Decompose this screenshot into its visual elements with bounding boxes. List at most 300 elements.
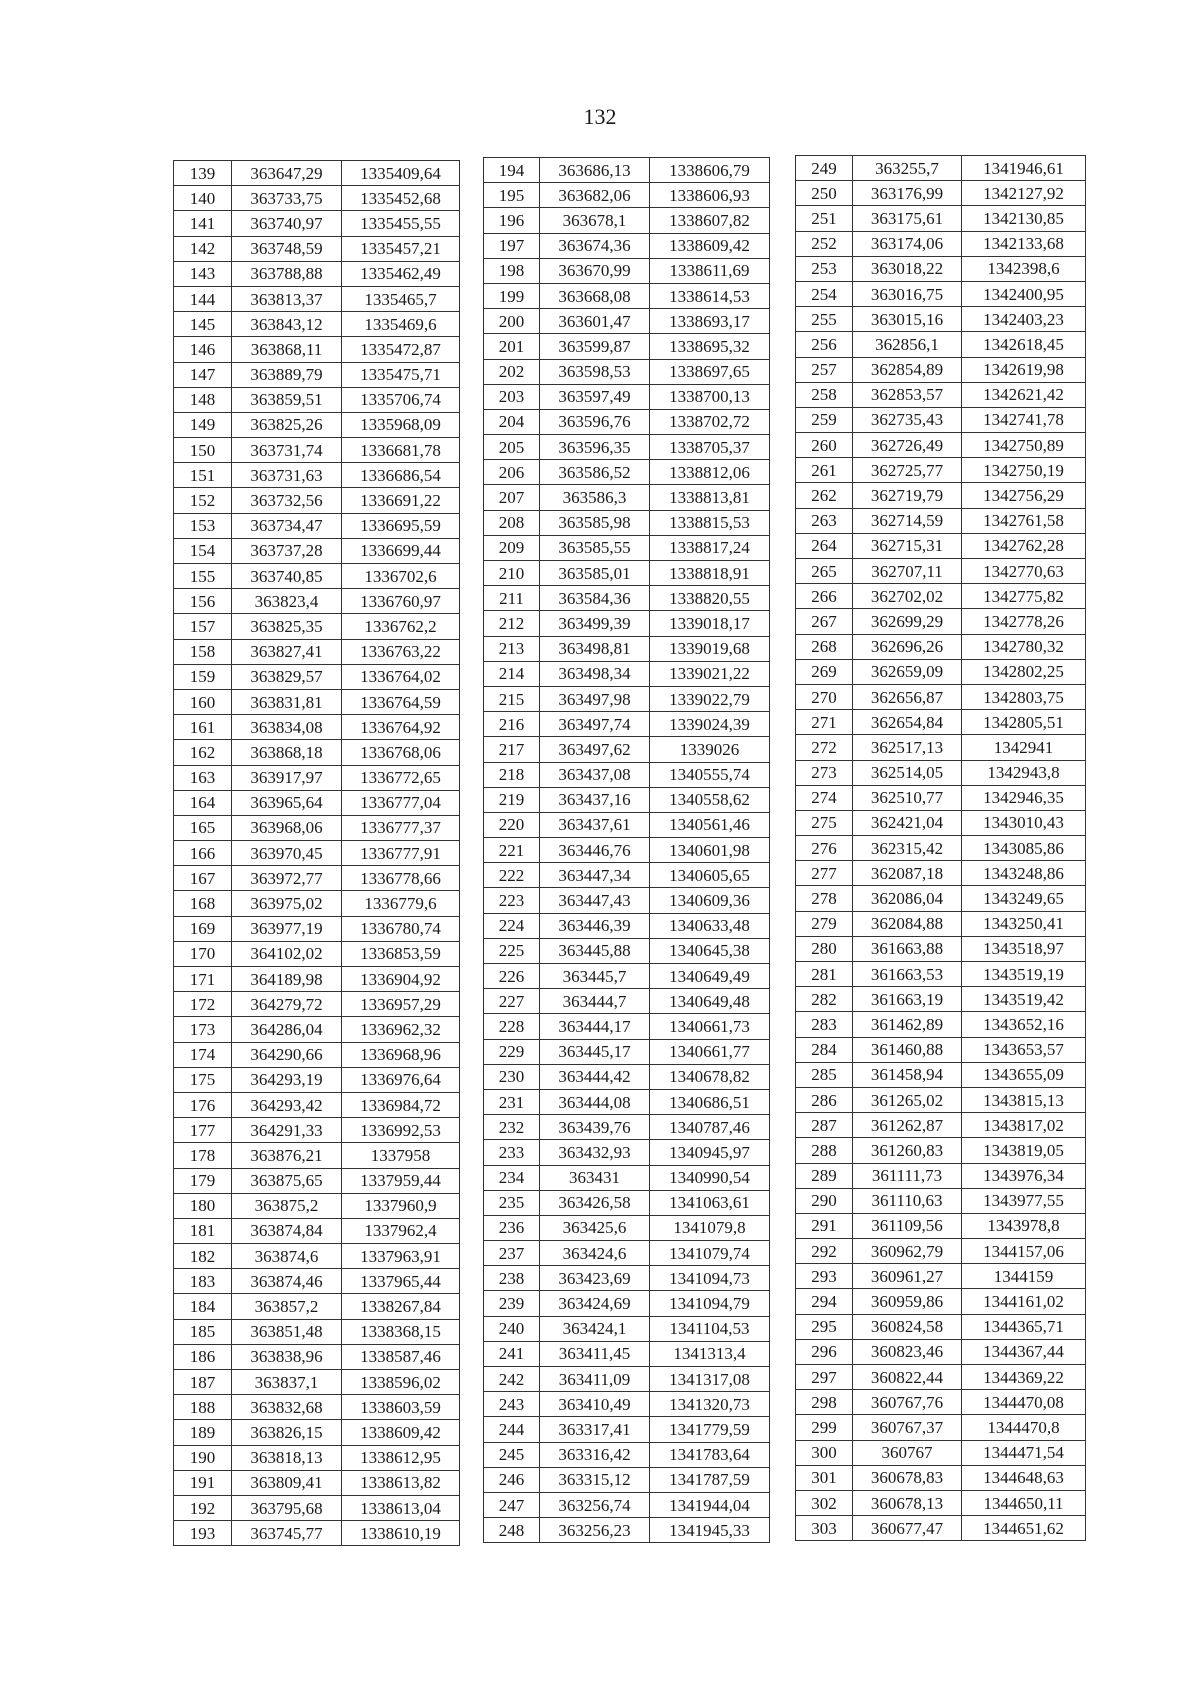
point-number-cell: 267 — [796, 609, 853, 634]
y-coordinate-cell: 1342750,89 — [962, 433, 1086, 458]
x-coordinate-cell: 363444,17 — [540, 1014, 650, 1039]
table-row — [174, 1445, 460, 1470]
y-coordinate-cell: 1337965,44 — [342, 1269, 460, 1294]
point-number-cell: 294 — [796, 1289, 853, 1314]
y-coordinate-cell: 1342780,32 — [962, 634, 1086, 659]
y-coordinate-cell: 1338609,42 — [650, 233, 770, 258]
point-number-cell: 229 — [484, 1039, 540, 1064]
point-number-cell: 222 — [484, 863, 540, 888]
table-row — [174, 538, 460, 563]
table-row — [174, 1067, 460, 1092]
x-coordinate-cell: 364291,33 — [232, 1118, 342, 1143]
y-coordinate-cell: 1343250,41 — [962, 911, 1086, 936]
table-row — [484, 1367, 770, 1392]
y-coordinate-cell: 1337959,44 — [342, 1168, 460, 1193]
table-row — [796, 357, 1086, 382]
table-row — [796, 458, 1086, 483]
table-row — [484, 838, 770, 863]
table-row — [796, 785, 1086, 810]
point-number-cell: 261 — [796, 458, 853, 483]
y-coordinate-cell: 1341946,61 — [962, 156, 1086, 181]
point-number-cell: 145 — [174, 312, 232, 337]
point-number-cell: 153 — [174, 513, 232, 538]
y-coordinate-cell: 1344161,02 — [962, 1289, 1086, 1314]
x-coordinate-cell: 363876,21 — [232, 1143, 342, 1168]
point-number-cell: 232 — [484, 1115, 540, 1140]
y-coordinate-cell: 1343010,43 — [962, 810, 1086, 835]
y-coordinate-cell: 1338697,65 — [650, 359, 770, 384]
x-coordinate-cell: 362084,88 — [853, 911, 962, 936]
point-number-cell: 152 — [174, 488, 232, 513]
x-coordinate-cell: 363447,34 — [540, 863, 650, 888]
table-row — [796, 735, 1086, 760]
point-number-cell: 185 — [174, 1319, 232, 1344]
table-row — [174, 337, 460, 362]
y-coordinate-cell: 1343976,34 — [962, 1163, 1086, 1188]
table-row — [484, 1039, 770, 1064]
point-number-cell: 194 — [484, 158, 540, 183]
point-number-cell: 258 — [796, 382, 853, 407]
point-number-cell: 166 — [174, 841, 232, 866]
y-coordinate-cell: 1344650,11 — [962, 1490, 1086, 1515]
table-row — [484, 208, 770, 233]
table-row — [484, 1140, 770, 1165]
x-coordinate-cell: 361663,19 — [853, 987, 962, 1012]
x-coordinate-cell: 360961,27 — [853, 1264, 962, 1289]
table-row — [796, 911, 1086, 936]
y-coordinate-cell: 1338603,59 — [342, 1395, 460, 1420]
table-row — [796, 987, 1086, 1012]
x-coordinate-cell: 363439,76 — [540, 1115, 650, 1140]
table-row — [796, 1516, 1086, 1541]
x-coordinate-cell: 363598,53 — [540, 359, 650, 384]
table-row — [484, 964, 770, 989]
point-number-cell: 287 — [796, 1113, 853, 1138]
x-coordinate-cell: 362715,31 — [853, 533, 962, 558]
point-number-cell: 178 — [174, 1143, 232, 1168]
y-coordinate-cell: 1338702,72 — [650, 409, 770, 434]
table-row — [484, 1190, 770, 1215]
table-row — [484, 938, 770, 963]
y-coordinate-cell: 1342619,98 — [962, 357, 1086, 382]
y-coordinate-cell: 1340990,54 — [650, 1165, 770, 1190]
point-number-cell: 155 — [174, 564, 232, 589]
point-number-cell: 243 — [484, 1392, 540, 1417]
point-number-cell: 274 — [796, 785, 853, 810]
table-row — [796, 1390, 1086, 1415]
x-coordinate-cell: 363731,63 — [232, 463, 342, 488]
x-coordinate-cell: 363315,12 — [540, 1467, 650, 1492]
point-number-cell: 206 — [484, 460, 540, 485]
x-coordinate-cell: 363447,43 — [540, 888, 650, 913]
x-coordinate-cell: 363875,65 — [232, 1168, 342, 1193]
table-row — [174, 161, 460, 186]
table-row — [796, 1037, 1086, 1062]
x-coordinate-cell: 362654,84 — [853, 710, 962, 735]
x-coordinate-cell: 363686,13 — [540, 158, 650, 183]
point-number-cell: 147 — [174, 362, 232, 387]
y-coordinate-cell: 1343977,55 — [962, 1188, 1086, 1213]
y-coordinate-cell: 1336777,91 — [342, 841, 460, 866]
point-number-cell: 228 — [484, 1014, 540, 1039]
table-row — [174, 1420, 460, 1445]
table-row — [796, 281, 1086, 306]
y-coordinate-cell: 1335469,6 — [342, 312, 460, 337]
table-row — [174, 1294, 460, 1319]
x-coordinate-cell: 364189,98 — [232, 967, 342, 992]
point-number-cell: 160 — [174, 689, 232, 714]
table-row — [174, 1370, 460, 1395]
y-coordinate-cell: 1344367,44 — [962, 1339, 1086, 1364]
table-row — [796, 559, 1086, 584]
y-coordinate-cell: 1342130,85 — [962, 206, 1086, 231]
table-row — [484, 384, 770, 409]
y-coordinate-cell: 1338611,69 — [650, 258, 770, 283]
y-coordinate-cell: 1344369,22 — [962, 1365, 1086, 1390]
table-row — [796, 684, 1086, 709]
x-coordinate-cell: 363316,42 — [540, 1442, 650, 1467]
y-coordinate-cell: 1340686,51 — [650, 1089, 770, 1114]
x-coordinate-cell: 362086,04 — [853, 886, 962, 911]
y-coordinate-cell: 1336702,6 — [342, 564, 460, 589]
table-row — [484, 1241, 770, 1266]
x-coordinate-cell: 363599,87 — [540, 334, 650, 359]
y-coordinate-cell: 1342941 — [962, 735, 1086, 760]
y-coordinate-cell: 1344648,63 — [962, 1465, 1086, 1490]
x-coordinate-cell: 362726,49 — [853, 433, 962, 458]
table-row — [174, 438, 460, 463]
y-coordinate-cell: 1343815,13 — [962, 1087, 1086, 1112]
x-coordinate-cell: 363498,81 — [540, 636, 650, 661]
table-row — [174, 664, 460, 689]
x-coordinate-cell: 363015,16 — [853, 307, 962, 332]
point-number-cell: 173 — [174, 1017, 232, 1042]
table-row — [484, 1341, 770, 1366]
x-coordinate-cell: 362696,26 — [853, 634, 962, 659]
table-row — [174, 639, 460, 664]
x-coordinate-cell: 363732,56 — [232, 488, 342, 513]
table-row — [174, 866, 460, 891]
table-row — [796, 1289, 1086, 1314]
table-row — [796, 332, 1086, 357]
x-coordinate-cell: 360678,13 — [853, 1490, 962, 1515]
y-coordinate-cell: 1341787,59 — [650, 1467, 770, 1492]
table-row — [796, 584, 1086, 609]
point-number-cell: 214 — [484, 661, 540, 686]
x-coordinate-cell: 360767 — [853, 1440, 962, 1465]
table-row — [174, 815, 460, 840]
x-coordinate-cell: 362853,57 — [853, 382, 962, 407]
point-number-cell: 253 — [796, 256, 853, 281]
point-number-cell: 285 — [796, 1062, 853, 1087]
y-coordinate-cell: 1336691,22 — [342, 488, 460, 513]
point-number-cell: 220 — [484, 812, 540, 837]
table-row — [174, 1193, 460, 1218]
x-coordinate-cell: 363445,88 — [540, 938, 650, 963]
table-row — [484, 1518, 770, 1543]
x-coordinate-cell: 363788,88 — [232, 261, 342, 286]
point-number-cell: 248 — [484, 1518, 540, 1543]
point-number-cell: 196 — [484, 208, 540, 233]
point-number-cell: 177 — [174, 1118, 232, 1143]
table-row — [796, 231, 1086, 256]
point-number-cell: 279 — [796, 911, 853, 936]
x-coordinate-cell: 363586,3 — [540, 485, 650, 510]
y-coordinate-cell: 1335409,64 — [342, 161, 460, 186]
table-row — [174, 261, 460, 286]
point-number-cell: 216 — [484, 712, 540, 737]
y-coordinate-cell: 1336764,59 — [342, 689, 460, 714]
y-coordinate-cell: 1339019,68 — [650, 636, 770, 661]
point-number-cell: 289 — [796, 1163, 853, 1188]
y-coordinate-cell: 1339026 — [650, 737, 770, 762]
point-number-cell: 150 — [174, 438, 232, 463]
x-coordinate-cell: 363795,68 — [232, 1495, 342, 1520]
table-row — [484, 1417, 770, 1442]
y-coordinate-cell: 1340601,98 — [650, 838, 770, 863]
point-number-cell: 264 — [796, 533, 853, 558]
table-row — [484, 1392, 770, 1417]
x-coordinate-cell: 363018,22 — [853, 256, 962, 281]
x-coordinate-cell: 362659,09 — [853, 659, 962, 684]
x-coordinate-cell: 364293,19 — [232, 1067, 342, 1092]
x-coordinate-cell: 363859,51 — [232, 387, 342, 412]
table-row — [174, 765, 460, 790]
x-coordinate-cell: 360962,79 — [853, 1239, 962, 1264]
y-coordinate-cell: 1336780,74 — [342, 916, 460, 941]
point-number-cell: 165 — [174, 815, 232, 840]
y-coordinate-cell: 1343518,97 — [962, 936, 1086, 961]
x-coordinate-cell: 363874,84 — [232, 1218, 342, 1243]
table-row — [174, 463, 460, 488]
point-number-cell: 236 — [484, 1215, 540, 1240]
y-coordinate-cell: 1339021,22 — [650, 661, 770, 686]
point-number-cell: 268 — [796, 634, 853, 659]
y-coordinate-cell: 1344159 — [962, 1264, 1086, 1289]
x-coordinate-cell: 362707,11 — [853, 559, 962, 584]
y-coordinate-cell: 1340661,73 — [650, 1014, 770, 1039]
x-coordinate-cell: 363734,47 — [232, 513, 342, 538]
y-coordinate-cell: 1335452,68 — [342, 186, 460, 211]
table-row — [174, 1269, 460, 1294]
y-coordinate-cell: 1341094,79 — [650, 1291, 770, 1316]
table-row — [174, 412, 460, 437]
point-number-cell: 244 — [484, 1417, 540, 1442]
point-number-cell: 301 — [796, 1465, 853, 1490]
x-coordinate-cell: 363256,23 — [540, 1518, 650, 1543]
table-row — [796, 861, 1086, 886]
table-row — [174, 992, 460, 1017]
table-row — [484, 561, 770, 586]
point-number-cell: 259 — [796, 407, 853, 432]
point-number-cell: 230 — [484, 1064, 540, 1089]
table-row — [484, 1442, 770, 1467]
point-number-cell: 175 — [174, 1067, 232, 1092]
point-number-cell: 252 — [796, 231, 853, 256]
y-coordinate-cell: 1338614,53 — [650, 283, 770, 308]
y-coordinate-cell: 1342750,19 — [962, 458, 1086, 483]
y-coordinate-cell: 1341783,64 — [650, 1442, 770, 1467]
table-row — [174, 916, 460, 941]
point-number-cell: 203 — [484, 384, 540, 409]
table-row — [484, 1492, 770, 1517]
x-coordinate-cell: 361111,73 — [853, 1163, 962, 1188]
point-number-cell: 187 — [174, 1370, 232, 1395]
table-row — [484, 1089, 770, 1114]
table-row — [796, 156, 1086, 181]
point-number-cell: 281 — [796, 962, 853, 987]
table-row — [796, 810, 1086, 835]
y-coordinate-cell: 1338818,91 — [650, 561, 770, 586]
point-number-cell: 179 — [174, 1168, 232, 1193]
x-coordinate-cell: 363423,69 — [540, 1266, 650, 1291]
table-row — [796, 1239, 1086, 1264]
y-coordinate-cell: 1343519,19 — [962, 962, 1086, 987]
point-number-cell: 284 — [796, 1037, 853, 1062]
x-coordinate-cell: 363813,37 — [232, 286, 342, 311]
table-row — [796, 609, 1086, 634]
table-row — [796, 1314, 1086, 1339]
point-number-cell: 277 — [796, 861, 853, 886]
x-coordinate-cell: 363977,19 — [232, 916, 342, 941]
x-coordinate-cell: 360678,83 — [853, 1465, 962, 1490]
point-number-cell: 142 — [174, 236, 232, 261]
table-row — [484, 1266, 770, 1291]
point-number-cell: 164 — [174, 790, 232, 815]
coordinates-table-1 — [173, 160, 460, 1546]
y-coordinate-cell: 1338613,04 — [342, 1495, 460, 1520]
y-coordinate-cell: 1338610,19 — [342, 1521, 460, 1546]
y-coordinate-cell: 1338613,82 — [342, 1470, 460, 1495]
table-row — [796, 508, 1086, 533]
table-row — [174, 790, 460, 815]
x-coordinate-cell: 363647,29 — [232, 161, 342, 186]
table-row — [484, 913, 770, 938]
point-number-cell: 215 — [484, 686, 540, 711]
y-coordinate-cell: 1335465,7 — [342, 286, 460, 311]
x-coordinate-cell: 362856,1 — [853, 332, 962, 357]
x-coordinate-cell: 360677,47 — [853, 1516, 962, 1541]
x-coordinate-cell: 363829,57 — [232, 664, 342, 689]
x-coordinate-cell: 363317,41 — [540, 1417, 650, 1442]
point-number-cell: 241 — [484, 1341, 540, 1366]
y-coordinate-cell: 1340561,46 — [650, 812, 770, 837]
table-row — [174, 1118, 460, 1143]
x-coordinate-cell: 362510,77 — [853, 785, 962, 810]
point-number-cell: 169 — [174, 916, 232, 941]
point-number-cell: 191 — [174, 1470, 232, 1495]
x-coordinate-cell: 363975,02 — [232, 891, 342, 916]
table-row — [796, 1062, 1086, 1087]
table-row — [796, 836, 1086, 861]
table-row — [484, 1014, 770, 1039]
y-coordinate-cell: 1338820,55 — [650, 586, 770, 611]
point-number-cell: 143 — [174, 261, 232, 286]
x-coordinate-cell: 361262,87 — [853, 1113, 962, 1138]
table-row — [484, 686, 770, 711]
y-coordinate-cell: 1340558,62 — [650, 787, 770, 812]
table-row — [174, 740, 460, 765]
y-coordinate-cell: 1341320,73 — [650, 1392, 770, 1417]
y-coordinate-cell: 1341104,53 — [650, 1316, 770, 1341]
table-row — [796, 634, 1086, 659]
coordinates-table-3 — [795, 155, 1086, 1541]
table-row — [484, 737, 770, 762]
x-coordinate-cell: 363837,1 — [232, 1370, 342, 1395]
x-coordinate-cell: 363889,79 — [232, 362, 342, 387]
table-row — [484, 409, 770, 434]
table-row — [484, 636, 770, 661]
y-coordinate-cell: 1339018,17 — [650, 611, 770, 636]
x-coordinate-cell: 363446,76 — [540, 838, 650, 863]
table-row — [174, 1168, 460, 1193]
point-number-cell: 242 — [484, 1367, 540, 1392]
y-coordinate-cell: 1342778,26 — [962, 609, 1086, 634]
x-coordinate-cell: 363255,7 — [853, 156, 962, 181]
table-row — [796, 533, 1086, 558]
y-coordinate-cell: 1336777,04 — [342, 790, 460, 815]
y-coordinate-cell: 1343978,8 — [962, 1213, 1086, 1238]
x-coordinate-cell: 363917,97 — [232, 765, 342, 790]
point-number-cell: 174 — [174, 1042, 232, 1067]
point-number-cell: 276 — [796, 836, 853, 861]
table-row — [796, 1163, 1086, 1188]
y-coordinate-cell: 1336957,29 — [342, 992, 460, 1017]
y-coordinate-cell: 1338612,95 — [342, 1445, 460, 1470]
y-coordinate-cell: 1343085,86 — [962, 836, 1086, 861]
y-coordinate-cell: 1336962,32 — [342, 1017, 460, 1042]
point-number-cell: 234 — [484, 1165, 540, 1190]
point-number-cell: 181 — [174, 1218, 232, 1243]
y-coordinate-cell: 1339022,79 — [650, 686, 770, 711]
y-coordinate-cell: 1342618,45 — [962, 332, 1086, 357]
y-coordinate-cell: 1342741,78 — [962, 407, 1086, 432]
point-number-cell: 251 — [796, 206, 853, 231]
x-coordinate-cell: 363851,48 — [232, 1319, 342, 1344]
point-number-cell: 159 — [174, 664, 232, 689]
table-row — [484, 460, 770, 485]
y-coordinate-cell: 1343819,05 — [962, 1138, 1086, 1163]
x-coordinate-cell: 363424,6 — [540, 1241, 650, 1266]
table-row — [484, 158, 770, 183]
table-row — [484, 1115, 770, 1140]
point-number-cell: 219 — [484, 787, 540, 812]
x-coordinate-cell: 363444,42 — [540, 1064, 650, 1089]
table-row — [796, 1415, 1086, 1440]
y-coordinate-cell: 1342943,8 — [962, 760, 1086, 785]
table-row — [484, 787, 770, 812]
point-number-cell: 302 — [796, 1490, 853, 1515]
point-number-cell: 260 — [796, 433, 853, 458]
y-coordinate-cell: 1340787,46 — [650, 1115, 770, 1140]
x-coordinate-cell: 363674,36 — [540, 233, 650, 258]
y-coordinate-cell: 1335968,09 — [342, 412, 460, 437]
x-coordinate-cell: 363174,06 — [853, 231, 962, 256]
table-row — [174, 967, 460, 992]
table-row — [796, 962, 1086, 987]
y-coordinate-cell: 1341063,61 — [650, 1190, 770, 1215]
x-coordinate-cell: 361458,94 — [853, 1062, 962, 1087]
point-number-cell: 280 — [796, 936, 853, 961]
point-number-cell: 240 — [484, 1316, 540, 1341]
table-row — [796, 1012, 1086, 1037]
y-coordinate-cell: 1339024,39 — [650, 712, 770, 737]
y-coordinate-cell: 1336968,96 — [342, 1042, 460, 1067]
table-row — [484, 1064, 770, 1089]
x-coordinate-cell: 363682,06 — [540, 183, 650, 208]
y-coordinate-cell: 1338817,24 — [650, 535, 770, 560]
x-coordinate-cell: 363826,15 — [232, 1420, 342, 1445]
